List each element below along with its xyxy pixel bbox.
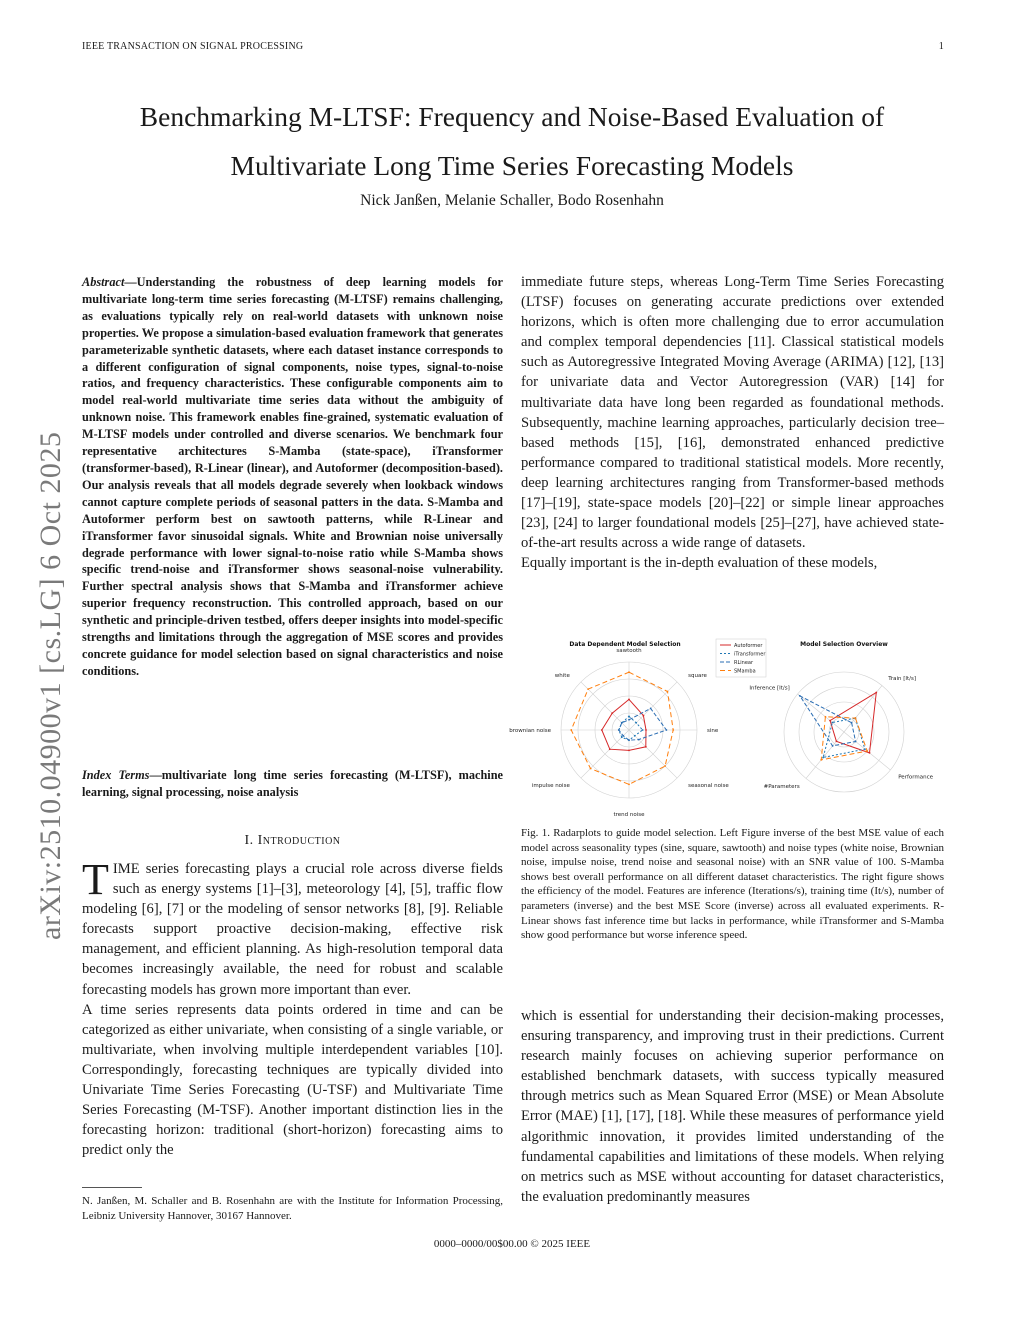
dropcap: T (82, 855, 109, 904)
left-radar-axis-label: white (554, 672, 570, 679)
right-column-top (521, 272, 944, 573)
radar-figure (509, 630, 949, 822)
right-radar-series-itransformer (823, 718, 865, 757)
left-radar-point-smamba (628, 671, 630, 673)
right-radar-point-itransformer (822, 757, 824, 759)
left-radar-axis-label: impulse noise (531, 783, 570, 790)
right-radar-series-rlinear (800, 696, 856, 746)
right-radar-point-autoformer (875, 692, 877, 694)
left-radar-point-rlinear (622, 735, 624, 737)
right-paragraph-1: immediate future steps, whereas Long-Term Time Series Forecasting (LTSF) focuses on generating accurate predictions over extended horizons, which is often more challenging due to error accumulation and complex temporal dependencies [11]. Classical statistical models such as Autoregressive Integrated Moving Average (ARIMA) [12], [13] for univariate data and Vector Autoregression (VAR) [14] for multivariate data have long been regarded as foundational methods. Subsequently, machine learning approaches, particularly decision tree–based methods [15], [16], demonstrated enhanced predictive performance compared to traditional statistical models. More recently, deep learning architectures ranging from Transformer-based methods [17]–[19], state-space models [20]–[22] or simple linear approaches [23], [24] to larger foundational models [25]–[27], have achieved state-of-the-art results across a wide range of datasets. (521, 274, 944, 552)
abstract (82, 274, 503, 680)
right-radar-spoke (798, 694, 844, 732)
right-radar-axis-label: Train [It/s] (888, 675, 917, 682)
index-terms-label: Index Terms (82, 768, 150, 782)
section-heading (82, 833, 503, 849)
figure-1 (509, 630, 949, 822)
introduction-text (82, 855, 503, 1160)
authors: Nick Janßen, Melanie Schaller, Bodo Rosenhahn (360, 192, 664, 209)
right-radar-point-rlinear (851, 722, 853, 724)
left-radar-spoke (629, 730, 677, 778)
left-radar-axis-label: brownian noise (509, 728, 551, 734)
intro-paragraph-1-text: IME series forecasting plays a crucial role across diverse fields such as energy systems [1]–[3], meteorology [4], [5], traffic flow modeling [6], [7] or the modeling of sensor networks [8], [9]. Reliable forecasts support proactive decision-making, effective risk management, and efficient planning. As high-resolution temporal data becomes increasingly available, the need for robust and scalable forecasting models has grown more important than ever. (82, 861, 503, 998)
intro-paragraph-1 (82, 855, 503, 1000)
section-number: I. (244, 833, 254, 848)
right-radar-point-rlinear (855, 741, 857, 743)
index-terms (82, 767, 503, 801)
footnote: N. Janßen, M. Schaller and B. Rosenhahn are with the Institute for Information Processing, Leibniz University Hannover, 30167 Hannover. (82, 1195, 503, 1222)
left-radar-point-autoformer (609, 748, 611, 750)
left-radar-point-smamba (672, 729, 674, 731)
right-radar-axis-label: #Parameters (763, 784, 800, 791)
figure-caption: Fig. 1. Radarplots to guide model selection. Left Figure inverse of the best MSE value of each model across seasonality types (sine, square, sawtooth) and noise types (white noise, Brownian noise, impulse noise, trend noise and seasonal noise) with an SNR value of 100. S-Mamba shows best overall performance on all different dataset characteristics. The right figure shows the efficiency of the model. Features are inference (Iterations/s), training time (It/s), number of parameters (inverse) and the best MSE Score (inverse) across all evaluated experiments. R-Linear shows fast inference time but lacks in performance, while iTransformer and S-Mamba show good performance but worse inference speed. (521, 827, 944, 942)
section-title: Introduction (257, 833, 341, 848)
right-radar-point-smamba (866, 750, 868, 752)
right-radar-point-itransformer (831, 722, 833, 724)
left-radar-point-autoformer (643, 715, 645, 717)
right-paragraph-2: Equally important is the in-depth evaluation of these models, (521, 555, 878, 572)
left-radar-point-autoformer (628, 699, 630, 701)
left-radar-point-autoformer (645, 746, 647, 748)
left-radar-point-itransformer (634, 735, 636, 737)
right-radar-point-autoformer (869, 752, 871, 754)
left-radar-point-rlinear (650, 707, 652, 709)
paper-title (60, 92, 964, 190)
page-footer: 0000–0000/00$00.00 © 2025 IEEE (433, 1238, 591, 1250)
left-radar-point-rlinear (618, 729, 620, 731)
page-number: 1 (938, 41, 944, 52)
left-radar-axis-label: seasonal noise (688, 783, 729, 790)
left-radar-point-rlinear (628, 719, 630, 721)
left-radar-point-itransformer (635, 722, 637, 724)
left-radar-point-autoformer (645, 729, 647, 731)
left-radar-point-itransformer (642, 729, 644, 731)
right-radar-point-smamba (854, 717, 856, 719)
left-radar-point-autoformer (601, 729, 603, 731)
left-radar-point-autoformer (611, 712, 613, 714)
title-line-2: Multivariate Long Time Series Forecasting Models (230, 150, 794, 181)
right-radar-axis-label: Inference [It/s] (749, 685, 790, 692)
left-radar-point-rlinear (621, 722, 623, 724)
right-radar-point-autoformer (836, 740, 838, 742)
left-radar-point-rlinear (666, 729, 668, 731)
left-radar-point-smamba (570, 729, 572, 731)
left-radar-point-smamba (590, 768, 592, 770)
title-line-1: Benchmarking M-LTSF: Frequency and Noise-Based Evaluation of (139, 101, 885, 132)
left-radar-axis-label: square (688, 672, 707, 679)
left-radar-series-smamba (571, 672, 673, 784)
right-radar-spoke (806, 732, 844, 778)
right-radar-point-itransformer (864, 748, 866, 750)
left-radar-point-smamba (587, 688, 589, 690)
left-radar-axis-label: trend noise (613, 812, 645, 818)
footnote-rule (82, 1187, 142, 1188)
intro-paragraph-2: A time series represents data points ordered in time and can be categorized as either univariate, when consisting of a single variable, or multivariate, when involving multiple interdependent variables [10]. Correspondingly, forecasting techniques are typically divided into Univariate Time Series Forecasting (U-TSF) and Multivariate Time Series Forecasting (M-TSF). Another important distinction lies in the forecasting horizon: traditional (short-horizon) forecasting aims to predict only the (82, 1001, 503, 1159)
right-radar-point-rlinear (832, 745, 834, 747)
right-column-bottom (521, 1006, 944, 1207)
right-chart-title: Model Selection Overview (800, 641, 888, 648)
legend-label-itransformer: iTransformer (734, 651, 766, 658)
left-chart-title: Data Dependent Model Selection (569, 641, 681, 648)
left-radar-point-smamba (667, 691, 669, 693)
right-radar-point-autoformer (829, 720, 831, 722)
left-radar-point-smamba (628, 784, 630, 786)
left-radar-point-smamba (664, 765, 666, 767)
index-terms-text: —multivariate long time series forecasting (M-LTSF), machine learning, signal processing, noise analysis (82, 768, 503, 799)
legend-label-autoformer: Autoformer (734, 643, 763, 649)
right-radar-point-rlinear (799, 695, 801, 697)
journal-name: IEEE TRANSACTION ON SIGNAL PROCESSING (82, 41, 304, 52)
left-radar-point-autoformer (628, 750, 630, 752)
abstract-text: —Understanding the robustness of deep learning models for multivariate long-term time series forecasting (M-LTSF) remains challenging, as evaluations typically rely on real-world datasets with unknown noise properties. We propose a simulation-based evaluation framework that generates parameterizable synthetic datasets, where each dataset instance corresponds to a different configuration of signal components, noise types, signal-to-noise ratios, and frequency characteristics. These configurable components aim to model real-world multivariate time series data without the ambiguity of unknown noise. This framework enables fine-grained, systematic evaluation of M-LTSF models under controlled and diverse scenarios. We benchmark four representative architectures S-Mamba (state-space), iTransformer (transformer-based), R-Linear (linear), and Autoformer (decomposition-based). Our analysis reveals that all models degrade severely when lookback windows cannot capture complete periods of seasonal patters in the data. S-Mamba and Autoformer perform best on sawtooth patterns, while R-Linear and iTransformer favor sinusoidal signals. White and Brownian noise universally degrade performance with lower signal-to-noise ratio while S-Mamba shows specific trend-noise and iTransformer shows seasonal-noise vulnerability. Further spectral analysis shows that S-Mamba and iTransformer achieve superior frequency reconstruction. This controlled approach, based on our synthetic and principle-driven testbed, offers deeper insights into model-specific strengths and limitations through the aggregation of MSE scores and provides concrete guidance for model selection based on signal characteristics and noise conditions. (82, 275, 503, 678)
right-radar-point-smamba (825, 716, 827, 718)
left-radar-axis-label: sawtooth (616, 648, 642, 654)
legend-label-smamba: SMamba (734, 668, 756, 675)
right-radar-point-smamba (820, 759, 822, 761)
legend-label-rlinear: RLinear (734, 660, 754, 666)
left-radar-axis-label: sine (707, 728, 719, 734)
abstract-label: Abstract (82, 275, 125, 289)
left-radar-point-rlinear (638, 739, 640, 741)
right-radar-axis-label: Performance (898, 774, 934, 781)
arxiv-identifier[interactable]: arXiv:2510.04900v1 [cs.LG] 6 Oct 2025 (34, 431, 67, 940)
running-head (82, 41, 944, 52)
right-paragraph-3: which is essential for understanding their decision-making processes, ensuring transparency, and improving trust in their predictions. Current research mainly focuses on achieving superior performance on established benchmark datasets, with success typically measured through metrics such as Mean Squared Error (MSE) or Mean Absolute Error (MAE) [1], [17], [18]. While these measures of performance yield algorithmic innovation, it provides limited understanding of the fundamental capabilities and limitations of these models. When relying on metrics such as MSE without accounting for dataset characteristics, the evaluation predominantly measures (521, 1008, 944, 1205)
left-radar-point-itransformer (621, 736, 623, 738)
left-radar-point-rlinear (628, 739, 630, 741)
left-radar-point-itransformer (628, 716, 630, 718)
